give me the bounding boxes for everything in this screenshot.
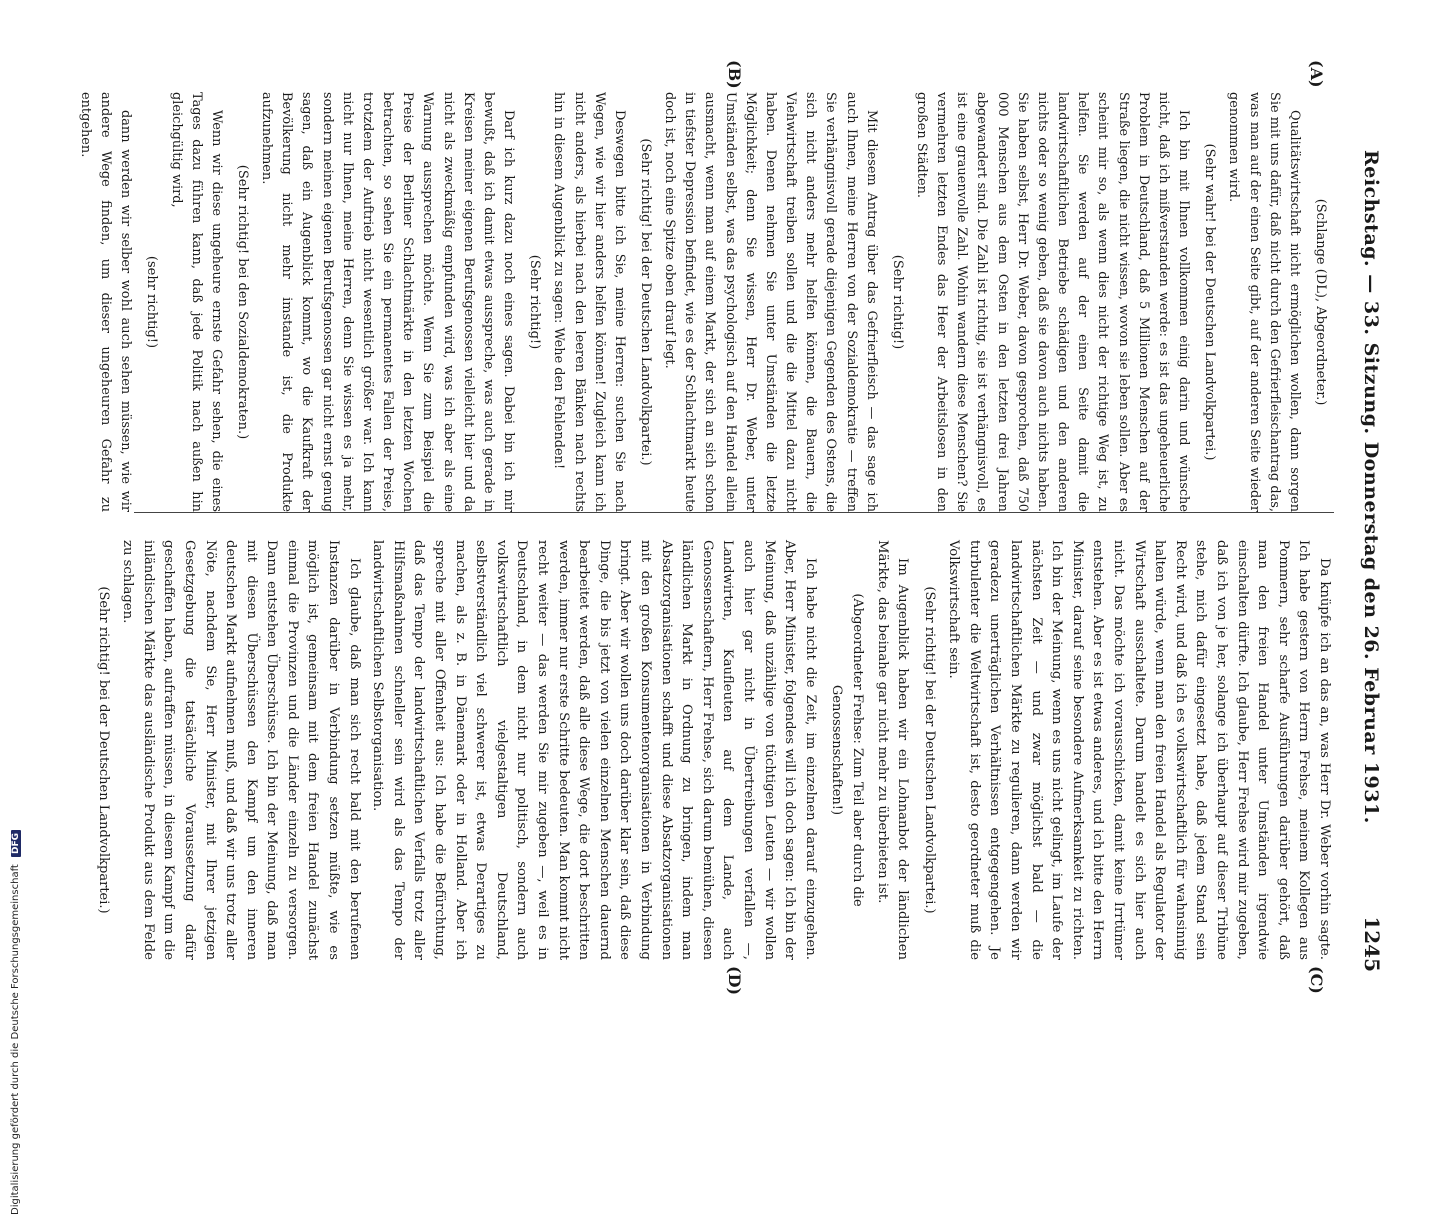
margin-letter-b: (B) bbox=[725, 60, 744, 89]
funding-note: Digitalisierung gefördert durch die Deutsche Forschungsgemeinschaft bbox=[10, 864, 21, 1215]
interjection: (Sehr richtig!) bbox=[889, 254, 905, 350]
paragraph: dann werden wir selber wohl auch sehen müssen, wie wir andere Wege finden, um dieser ungeheuren Gefahr zu entgehen. bbox=[77, 92, 134, 512]
interjection: (Sehr richtig! bei der Deutschen Landvolkpartei.) bbox=[95, 586, 111, 914]
paragraph: Ich bin mit Ihnen vollkommen einig darin und wünsche nicht, daß ich mißverstanden werde: es ist das ungeheuerliche Problem in Deutschland, daß 5 Millionen Menschen auf der Straße liegen, die nicht wissen, wovon sie leben sollen. Aber es scheint mir so, als wenn dies nicht der richtige Weg ist, zu helfen. Sie werden auf der einen Seite damit die landwirtschaftlichen Betriebe schädigen und den anderen nichts oder so wenig geben, daß sie davon auch nichts haben. Sie haben selbst, Herr Dr. Weber, davon gesprochen, daß 750 000 Menschen aus dem Osten in den letzten drei Jahren abgewandert sind. Die Zahl ist richtig, sie ist verhängnisvoll, es ist eine grauenvolle Zahl. Wohin wandern diese Menschen? Sie vermehren letzten Endes das Heer der Arbeitslosen in den großen Städten. bbox=[914, 92, 1192, 512]
document-page bbox=[40, 0, 1434, 1000]
margin-letter-c: (C) bbox=[1307, 966, 1326, 994]
right-column bbox=[86, 540, 1334, 960]
funding-sidebar bbox=[0, 0, 40, 1215]
interjection: (Sehr richtig! bei den Sozialdemokraten.) bbox=[235, 164, 251, 440]
interjection: (Sehr wahr! bei der Deutschen Landvolkpartei.) bbox=[1202, 143, 1218, 461]
paragraph: Mit diesem Antrag über das Gefrierfleisch — das sage ich auch Ihnen, meine Herren von der Sozialdemokratie — treffen Sie verhängnisvoll gerade diejenigen Gegenden des Ostens, die sich nicht anders mehr helfen können, die Bauern, die Viehwirtschaft treiben sollen und die die Mittel dazu nicht haben. Denen nehmen Sie unter Umständen die letzte Möglichkeit; denn Sie wissen, Herr Dr. Weber, unter Umständen selbst, was das psychologisch auf den Handel allein ausmacht, wenn man auf einem Markt, der sich an sich schon in tiefster Depression befindet, wie es der Schlachtmarkt heute doch ist, noch eine Spitze oben drauf legt. bbox=[662, 92, 879, 512]
paragraph: Qualitätswirtschaft nicht ermöglichen wollen, dann sorgen Sie mit uns dafür, daß nicht durch den Gefrierfleischantrag das, was man auf der einen Seite gibt, auf der anderen Seite wieder genommen wird. bbox=[1226, 92, 1302, 512]
paragraph: Da knüpfe ich an das an, was Herr Dr. Weber vorhin sagte. Ich habe gestern von Herrn Frehse, meinem Kollegen aus Pommern, sehr scharfe Ausführungen darüber gehört, daß man den freien Handel unter Umständen irgendwie einschalten dürfte. Ich glaube, Herr Frehse wird mir zugeben, daß ich von je her, solange ich überhaupt auf dieser Tribüne stehe, mich dafür eingesetzt habe, daß jedem Stand sein Recht wird, und daß ich es volkswirtschaftlich für wahnsinnig halten würde, wenn man den freien Handel als Regulator der Wirtschaft ausschaltete. Darum handelt es sich hier auch nicht. Das möchte ich vorausschicken, damit keine Irrtümer entstehen. Aber es ist etwas anderes, und ich bitte den Herrn Minister, darauf seine besondere Aufmerksamkeit zu richten. Ich bin der Meinung, wenn es uns nicht gelingt, im Laufe der nächsten Zeit — und zwar möglichst bald — die landwirtschaftlichen Märkte zu regulieren, dann werden wir geradezu unerträglichen Verhältnissen entgegengehen. Je turbulenter die Weltwirtschaft ist, desto geordneter muß die Volkswirtschaft sein. bbox=[946, 540, 1332, 960]
paragraph: Darf ich kurz dazu noch eines sagen. Dabei bin ich mir bewußt, daß ich damit etwas ausspreche, was auch gerade in Kreisen meiner eigenen Berufsgenossen vielleicht hier und da nicht als zweckmäßig empfunden wird, was ich aber als eine Warnung aussprechen möchte. Wenn Sie zum Beispiel die Preise der Berliner Schlachtmärkte in den letzten Wochen betrachten, so sehen Sie ein permanentes Fallen der Preise, trotzdem der Auftrieb nicht wesentlich größer war. Ich kann nicht nur Ihnen, meine Herren, denn Sie wissen es ja mehr, sondern meinen eigenen Berufsgenossen gar nicht ernst genug sagen, daß ein Augenblick kommt, wo die Kaufkraft der Bevölkerung nicht mehr imstande ist, die Produkte aufzunehmen. bbox=[259, 92, 517, 512]
paragraph: Ich habe nicht die Zeit, im einzelnen darauf einzugehen. Aber, Herr Minister, folgendes will ich doch sagen: Ich bin der Meinung, daß unzählige von tüchtigen Leuten — wir wollen auch hier gar nicht in Übertreibungen verfallen —, Landwirten, Kaufleuten auf dem Lande, auch Genossenschaftern, Herr Frehse, sich darum bemühen, diesen ländlichen Markt in Ordnung zu bringen, indem man Absatzorganisationen schafft und diese Absatzorganisationen mit den großen Konsumentenorganisationen in Verbindung bringt. Aber wir wollen uns doch darüber klar sein, daß diese Dinge, die bis jetzt von vielen einzelnen Menschen dauernd bearbeitet werden, daß alle diese Wege, die dort beschritten werden, immer nur erste Schritte bedeuten. Man kommt nicht recht weiter — das werden Sie mir zugeben —, weil es in Deutschland, in dem nicht nur politisch, sondern auch volkswirtschaftlich vielgestaltigen Deutschland, selbstverständlich viel schwerer ist, etwas Derartiges zu machen, als z. B. in Dänemark oder in Holland. Aber ich spreche mit aller Offenheit aus: Ich habe die Befürchtung, daß das Tempo der landwirtschaftlichen Verfalls trotz aller Hilfsmaßnahmen schneller sein wird als das Tempo der landwirtschaftlichen Selbstorganisation. bbox=[370, 540, 818, 960]
page-number: 1245 bbox=[1360, 916, 1384, 972]
dfg-logo: DFG bbox=[11, 830, 21, 857]
interjection: (Sehr richtig! bei der Deutschen Landvolkpartei.) bbox=[638, 138, 653, 466]
page-header bbox=[1354, 0, 1392, 1000]
margin-letter-d: (D) bbox=[725, 966, 744, 996]
left-column bbox=[72, 92, 1334, 512]
margin-letter-a: (A) bbox=[1307, 60, 1326, 88]
column-divider bbox=[134, 512, 1334, 513]
speaker-line: (Schlange (DL), Abgeordneter.) bbox=[1313, 198, 1328, 406]
paragraph: Ich glaube, daß man sich recht bald mit den berufenen Instanzen darüber in Verbindung setzen müßte, wie es möglich ist, gemeinsam mit dem freien Handel zunächst einmal die Provinzen und die Länder einzeln zu versorgen. Dann entstehen Überschüsse. Ich bin der Meinung, daß man mit diesen Überschüssen den Kampf um den inneren deutschen Markt aufnehmen muß, und daß wir uns trotz aller Nöte, nachdem Sie, Herr Minister, mit Ihrer jetzigen Gesetzgebung die tatsächliche Voraussetzung dafür geschaffen haben, aufraffen müssen, in diesem Kampf um die inländischen Märkte das ausländische Produkt aus dem Felde zu schlagen. bbox=[120, 540, 362, 960]
interjection: (Sehr richtig! bei der Deutschen Landvolkpartei.) bbox=[921, 586, 937, 914]
interjection: (Abgeordneter Frehse: Zum Teil aber durch die Genossenschaften!) bbox=[829, 593, 865, 907]
interjection: (Sehr richtig!) bbox=[527, 254, 543, 350]
paragraph: Deswegen bitte ich Sie, meine Herren: suchen Sie nach Wegen, wie wir hier anders helfen können! Zugleich kann ich nicht anders, als hierbei nach den leeren Bänken nach rechts hin in diesem Augenblick zu sagen: Wehe den Fehlenden! bbox=[551, 92, 627, 512]
running-title: Reichstag. — 33. Sitzung. Donnerstag den 26. Februar 1931. bbox=[1360, 150, 1382, 824]
paragraph: Im Augenblick haben wir ein Lohnanbot der ländlichen Märkte, das beinahe gar nicht mehr zu überbieten ist. bbox=[874, 540, 911, 960]
paragraph: Wenn wir diese ungeheure ernste Gefahr sehen, die eines Tages dazu führen kann, daß jede Politik nach außen hin gleichgültig wird, bbox=[168, 92, 224, 512]
interjection: (sehr richtig!) bbox=[144, 255, 160, 349]
